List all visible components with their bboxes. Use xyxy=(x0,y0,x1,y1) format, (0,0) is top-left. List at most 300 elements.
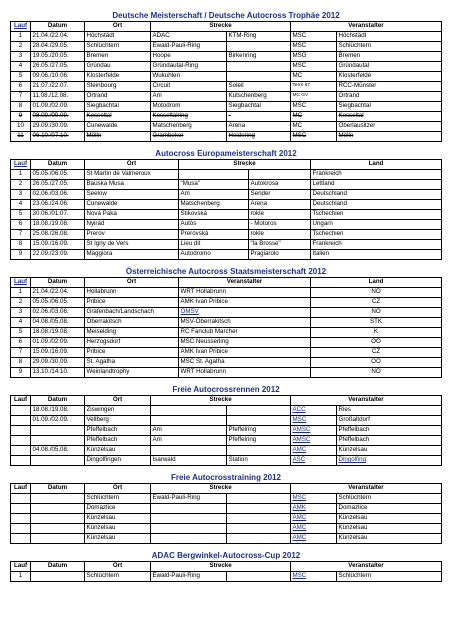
table-cell: K xyxy=(311,328,442,338)
table-row xyxy=(11,524,442,534)
section-title-euro: Autocross Europameisterschaft 2012 xyxy=(155,149,297,158)
table-cell: Siegbachtal xyxy=(85,102,151,112)
table-cell: MSC xyxy=(291,32,337,42)
table-cell: Meiselding xyxy=(85,328,179,338)
table-cell: 5 xyxy=(11,328,31,338)
table-cell: 4 xyxy=(11,62,31,72)
table-cell: MC xyxy=(291,122,337,132)
table-cell: Nová Paka xyxy=(85,210,179,220)
col-lauf[interactable]: Lauf xyxy=(11,278,31,288)
table-cell xyxy=(227,416,291,426)
table-cell xyxy=(31,456,85,466)
table-cell: 1 xyxy=(11,32,31,42)
table-cell xyxy=(151,524,227,534)
table-cell xyxy=(179,170,249,180)
table-bergwinkel xyxy=(10,561,442,582)
table-cell: Künzelsau xyxy=(337,524,442,534)
table-cell xyxy=(11,494,31,504)
table-cell xyxy=(227,514,291,524)
table-cell xyxy=(227,534,291,544)
section-title-bergwinkel: ADAC Bergwinkel-Autocross-Cup 2012 xyxy=(151,551,301,560)
table-cell[interactable]: AMC xyxy=(291,514,337,524)
table-cell: RCC-Münster xyxy=(337,82,442,92)
table-cell: Circuit xyxy=(151,82,227,92)
table-cell xyxy=(151,504,227,514)
table-cell: 2 xyxy=(11,298,31,308)
table-cell: Kesseltal xyxy=(85,112,151,122)
table-cell: 18.08./19.08. xyxy=(31,406,85,416)
table-cell: 19.05./20.05. xyxy=(31,52,85,62)
table-header xyxy=(11,484,442,494)
table-cell: 01.09./02.09. xyxy=(31,416,85,426)
table-cell xyxy=(11,426,31,436)
table-row xyxy=(11,348,442,358)
table-cell: Künzelsau xyxy=(85,524,151,534)
col-veranstalter: Veranstalter xyxy=(291,484,442,494)
col-strecke: Strecke xyxy=(151,396,291,406)
table-cell: Kesseltalring xyxy=(151,112,227,122)
table-cell: WRT Hollabrunn xyxy=(179,368,311,378)
table-cell: 6 xyxy=(11,338,31,348)
table-cell: 15.09./16.09. xyxy=(31,348,85,358)
table-cell: 9 xyxy=(11,368,31,378)
table-cell xyxy=(31,524,85,534)
table-row xyxy=(11,122,442,132)
table-row xyxy=(11,514,442,524)
table-cell: Schlüchtern xyxy=(85,572,151,582)
col-strecke: Strecke xyxy=(151,22,291,32)
table-cell: 15.09./16.09. xyxy=(31,240,85,250)
table-cell: Nyirád xyxy=(85,220,179,230)
col-strecke: Strecke xyxy=(151,562,291,572)
table-cell: Heidering xyxy=(227,132,291,142)
table-cell: Siegbachtal xyxy=(337,102,442,112)
table-body xyxy=(11,572,442,582)
table-cell: 21.07./22.07. xyxy=(31,82,85,92)
table-row xyxy=(11,170,442,180)
table-row xyxy=(11,230,442,240)
table-cell: MC xyxy=(291,72,337,82)
table-row xyxy=(11,62,442,72)
table-row xyxy=(11,82,442,92)
table-cell[interactable]: AMC xyxy=(291,446,337,456)
table-cell: 5 xyxy=(11,210,31,220)
table-cell[interactable]: ASC xyxy=(291,456,337,466)
table-cell: Mölln xyxy=(337,132,442,142)
table-row xyxy=(11,572,442,582)
table-row xyxy=(11,308,442,318)
table-training xyxy=(10,483,442,544)
table-cell: Grambeker xyxy=(151,132,227,142)
table-cell: Tschechien xyxy=(311,210,442,220)
table-cell: MC xyxy=(291,112,337,122)
table-cell: Lettland xyxy=(311,180,442,190)
table-cell: Grafenbach/Landschach xyxy=(85,308,179,318)
table-cell: 9 xyxy=(11,112,31,122)
table-cell: 09.06./10.06. xyxy=(31,72,85,82)
table-cell: St. Agatha xyxy=(85,358,179,368)
table-cell: MSC St. Agatha xyxy=(179,358,311,368)
table-cell[interactable]: AMC xyxy=(291,534,337,544)
table-cell[interactable]: MSC xyxy=(291,572,337,582)
table-cell: Ungarn xyxy=(311,220,442,230)
table-cell: 8 xyxy=(11,102,31,112)
table-cell: Arena xyxy=(227,122,291,132)
table-cell: Domazlice xyxy=(337,504,442,514)
table-cell xyxy=(227,62,291,72)
table-cell: CZ xyxy=(311,298,442,308)
table-cell: Mölln xyxy=(85,132,151,142)
table-cell: Ortrand xyxy=(85,92,151,102)
table-cell: 04.08./05.08. xyxy=(31,446,85,456)
table-cell[interactable]: MSC xyxy=(291,416,337,426)
table-cell xyxy=(31,504,85,514)
col-ort: Ort xyxy=(85,562,151,572)
col-lauf: Lauf xyxy=(11,562,31,572)
col-datum: Datum xyxy=(31,484,85,494)
table-cell: Autodromo xyxy=(179,250,249,260)
table-cell: Klosterfelde xyxy=(85,72,151,82)
table-cell: Tschechien xyxy=(311,230,442,240)
table-cell: Prerov xyxy=(85,230,179,240)
table-row xyxy=(11,368,442,378)
section-title-oest: Österreichische Autocross Staatsmeisterschaft 2012 xyxy=(125,267,327,276)
table-cell: Gründautal-Ring xyxy=(151,62,227,72)
table-cell: Deutschland xyxy=(311,200,442,210)
col-lauf[interactable]: Lauf xyxy=(11,22,31,32)
table-cell: Künzelsau xyxy=(337,534,442,544)
table-cell xyxy=(227,572,291,582)
table-cell: NÖ xyxy=(311,308,442,318)
table-cell: Ziswingen xyxy=(85,406,151,416)
table-cell: 1 xyxy=(11,170,31,180)
table-cell: Seelow xyxy=(85,190,179,200)
table-cell xyxy=(11,436,31,446)
table-cell: Herzogsdorf xyxy=(85,338,179,348)
table-cell: - xyxy=(227,112,291,122)
table-cell: 3 xyxy=(11,308,31,318)
table-cell: rokle xyxy=(249,210,311,220)
table-cell: OÖ xyxy=(311,358,442,368)
table-cell xyxy=(249,170,311,180)
table-row xyxy=(11,42,442,52)
col-datum: Datum xyxy=(31,160,85,170)
table-cell[interactable]: AMSC xyxy=(291,436,337,446)
table-cell: Autós xyxy=(179,220,249,230)
table-row xyxy=(11,446,442,456)
col-veranstalter: Veranstalter xyxy=(179,278,311,288)
col-ort: Ort xyxy=(85,278,179,288)
table-cell[interactable]: AMSC xyxy=(291,426,337,436)
table-body xyxy=(11,406,442,466)
table-cell: Schlüchtern xyxy=(337,42,442,52)
table-cell: Am xyxy=(151,92,227,102)
table-header xyxy=(11,562,442,572)
table-cell: Höchstädt xyxy=(85,32,151,42)
table-cell: Isarwald xyxy=(151,456,227,466)
table-cell xyxy=(151,534,227,544)
table-cell: Pribice xyxy=(85,348,179,358)
table-cell: CZ xyxy=(311,348,442,358)
table-cell xyxy=(31,514,85,524)
table-cell: Bremen xyxy=(85,52,151,62)
table-row xyxy=(11,456,442,466)
table-cell: Am xyxy=(179,190,249,200)
table-cell: "la Brosse" xyxy=(249,240,311,250)
col-datum: Datum xyxy=(31,278,85,288)
table-cell: 7 xyxy=(11,92,31,102)
table-cell[interactable]: AMC xyxy=(291,524,337,534)
table-cell: 2 xyxy=(11,42,31,52)
table-cell[interactable]: ACC xyxy=(291,406,337,416)
table-meisterschaft xyxy=(10,21,442,142)
table-cell: 30.06./01.07. xyxy=(31,210,85,220)
col-strecke: Strecke xyxy=(179,160,311,170)
table-cell: Am xyxy=(151,436,227,446)
table-cell: St Igny de Vers xyxy=(85,240,179,250)
table-cell: 11 xyxy=(11,132,31,142)
table-cell: Künzelsau xyxy=(337,514,442,524)
table-cell: MC GV xyxy=(291,92,337,102)
table-cell: 4 xyxy=(11,200,31,210)
table-cell: Siegbachtal xyxy=(227,102,291,112)
table-row xyxy=(11,190,442,200)
table-cell: 23.06./24.06. xyxy=(31,200,85,210)
table-cell: Schlüchtern xyxy=(337,494,442,504)
table-cell: 05.05./06.05. xyxy=(31,170,85,180)
table-cell: NÖ xyxy=(311,288,442,298)
table-row xyxy=(11,416,442,426)
table-cell: Deutschland xyxy=(311,190,442,200)
table-cell: 2 xyxy=(11,180,31,190)
table-cell: Frankreich xyxy=(311,170,442,180)
table-cell: Pfeffelring xyxy=(227,426,291,436)
table-row xyxy=(11,240,442,250)
table-row xyxy=(11,358,442,368)
table-cell: Oberrakitsch xyxy=(85,318,179,328)
table-oest xyxy=(10,277,442,378)
table-row xyxy=(11,504,442,514)
table-cell: - Motoros xyxy=(249,220,311,230)
table-cell: rokle xyxy=(249,230,311,240)
table-header xyxy=(11,160,442,170)
table-cell xyxy=(31,426,85,436)
table-cell: Künzelsau xyxy=(337,446,442,456)
table-cell: Stikovská xyxy=(179,210,249,220)
table-cell: Pfeffelbach xyxy=(337,436,442,446)
table-cell: Kutschenberg xyxy=(227,92,291,102)
table-cell xyxy=(31,494,85,504)
table-row xyxy=(11,102,442,112)
table-cell: Pfeffelring xyxy=(227,436,291,446)
table-row xyxy=(11,200,442,210)
table-cell: Soleil xyxy=(227,82,291,92)
section-title-training: Freie Autocrosstraining 2012 xyxy=(171,473,281,482)
table-cell: Schlüchtern xyxy=(337,572,442,582)
col-datum: Datum xyxy=(31,396,85,406)
table-cell: Weinlandtrophy xyxy=(85,368,179,378)
table-cell: Prerovská xyxy=(179,230,249,240)
table-cell: 18.08./19.08. xyxy=(31,328,85,338)
table-cell xyxy=(151,416,227,426)
table-freie xyxy=(10,395,442,466)
table-cell: Sender xyxy=(249,190,311,200)
table-cell: Oberlausitzer xyxy=(337,122,442,132)
table-cell: 6 xyxy=(11,82,31,92)
col-strecke: Strecke xyxy=(151,484,291,494)
table-cell: Höchstädt xyxy=(337,32,442,42)
table-row xyxy=(11,318,442,328)
table-cell[interactable]: MSC xyxy=(291,494,337,504)
table-cell: Cunewalde xyxy=(85,200,179,210)
table-row xyxy=(11,180,442,190)
col-ort: Ort xyxy=(85,22,151,32)
table-cell: RC Fanclub Marcher xyxy=(179,328,311,338)
table-cell: MSV-Oberrakitsch xyxy=(179,318,311,328)
table-body xyxy=(11,170,442,260)
table-cell: Terre 67 xyxy=(291,82,337,92)
col-ort: Ort xyxy=(85,484,151,494)
table-cell: Ries xyxy=(337,406,442,416)
table-cell: Am xyxy=(151,426,227,436)
col-veranstalter: Veranstalter xyxy=(291,562,442,572)
col-lauf[interactable]: Lauf xyxy=(11,160,31,170)
table-cell: 8 xyxy=(11,240,31,250)
table-body xyxy=(11,288,442,378)
table-cell: Matschenberg xyxy=(151,122,227,132)
table-cell: Großaltdorf xyxy=(337,416,442,426)
table-cell: Matschenberg xyxy=(179,200,249,210)
table-body xyxy=(11,494,442,544)
table-row xyxy=(11,92,442,102)
table-cell: MSC xyxy=(291,102,337,112)
table-cell xyxy=(227,42,291,52)
table-cell: Schlüchtern xyxy=(85,42,151,52)
table-cell: Lieu dit xyxy=(179,240,249,250)
table-cell: 21.04./22.04. xyxy=(31,288,85,298)
table-cell: Arena xyxy=(249,200,311,210)
table-cell xyxy=(31,572,85,582)
table-cell: Frankreich xyxy=(311,240,442,250)
table-cell: Bremen xyxy=(337,52,442,62)
table-cell: 05.05./06.05. xyxy=(31,298,85,308)
table-cell: St Martin de Valmeroux xyxy=(85,170,179,180)
table-cell: Maggiora xyxy=(85,250,179,260)
table-cell xyxy=(11,416,31,426)
table-cell xyxy=(227,504,291,514)
table-cell: KTM-Ring xyxy=(227,32,291,42)
table-header xyxy=(11,396,442,406)
table-cell: 13.10./14.10. xyxy=(31,368,85,378)
table-row xyxy=(11,210,442,220)
table-cell: 5 xyxy=(11,72,31,82)
table-cell: "Musa" xyxy=(179,180,249,190)
table-cell: Gründautal xyxy=(337,62,442,72)
col-lauf: Lauf xyxy=(11,396,31,406)
table-cell: MSG xyxy=(291,52,337,62)
table-cell: 04.08./05.08. xyxy=(31,318,85,328)
table-cell: 1 xyxy=(11,572,31,582)
table-cell xyxy=(227,494,291,504)
col-veranstalter: Veranstalter xyxy=(291,22,442,32)
table-row xyxy=(11,338,442,348)
table-cell: Künzelsau xyxy=(85,446,151,456)
table-cell: 02.06./03.06. xyxy=(31,308,85,318)
table-cell: 28.04./29.05. xyxy=(31,42,85,52)
table-header xyxy=(11,22,442,32)
table-cell: MSC xyxy=(291,42,337,52)
table-row xyxy=(11,250,442,260)
table-row xyxy=(11,534,442,544)
table-cell: Hollabrunn xyxy=(85,288,179,298)
table-cell: 08.09./09.09. xyxy=(31,112,85,122)
table-cell[interactable]: Dingolfing xyxy=(337,456,442,466)
table-cell: Ewald-Pauli-Ring xyxy=(151,42,227,52)
table-cell: MSC xyxy=(291,62,337,72)
table-cell: 02.06./03.06. xyxy=(31,190,85,200)
table-row xyxy=(11,32,442,42)
table-cell xyxy=(11,406,31,416)
table-cell: Motodrom xyxy=(151,102,227,112)
table-cell: 21.04./22.04. xyxy=(31,32,85,42)
table-cell xyxy=(11,504,31,514)
table-cell: 10 xyxy=(11,122,31,132)
table-cell: Birkenring xyxy=(227,52,291,62)
table-cell: 3 xyxy=(11,190,31,200)
table-cell: AMK Ivan Pribice xyxy=(179,298,311,308)
table-cell xyxy=(11,456,31,466)
section-title-meisterschaft: Deutsche Meisterschaft / Deutsche Autocross Trophäe 2012 xyxy=(112,11,340,20)
table-cell: Bauska Musa xyxy=(85,180,179,190)
table-cell: ADAC xyxy=(151,32,227,42)
table-cell: 11.08./12.08. xyxy=(31,92,85,102)
col-datum: Datum xyxy=(31,562,85,572)
table-cell: Steinbourg xyxy=(85,82,151,92)
table-cell: Station xyxy=(227,456,291,466)
table-cell: Hoope xyxy=(151,52,227,62)
table-cell: Künzelsau xyxy=(85,534,151,544)
table-cell: 6 xyxy=(11,220,31,230)
table-cell: 01.09./02.09. xyxy=(31,338,85,348)
col-datum: Datum xyxy=(31,22,85,32)
table-cell[interactable]: ÖMSV xyxy=(179,308,311,318)
table-cell: Wukuhlen xyxy=(151,72,227,82)
table-cell xyxy=(11,446,31,456)
table-cell: 25.08./26.08. xyxy=(31,230,85,240)
col-ort: Ort xyxy=(85,396,151,406)
table-row xyxy=(11,328,442,338)
table-row xyxy=(11,220,442,230)
table-cell[interactable]: AMK xyxy=(291,504,337,514)
table-cell: Vellberg xyxy=(85,416,151,426)
table-cell xyxy=(151,446,227,456)
table-cell: Kesseltal xyxy=(337,112,442,122)
table-cell: OÖ xyxy=(311,338,442,348)
table-cell xyxy=(11,534,31,544)
table-cell: Pragiarolo xyxy=(249,250,311,260)
table-cell: 9 xyxy=(11,250,31,260)
table-cell: STK xyxy=(311,318,442,328)
table-cell: 22.09./23.09. xyxy=(31,250,85,260)
table-cell: WRT Hollabrunn xyxy=(179,288,311,298)
table-cell: 1 xyxy=(11,288,31,298)
table-cell: Pribice xyxy=(85,298,179,308)
table-row xyxy=(11,112,442,122)
table-cell: 8 xyxy=(11,358,31,368)
table-row xyxy=(11,436,442,446)
table-cell: Domazlice xyxy=(85,504,151,514)
table-cell: Pfeffelbach xyxy=(85,436,151,446)
